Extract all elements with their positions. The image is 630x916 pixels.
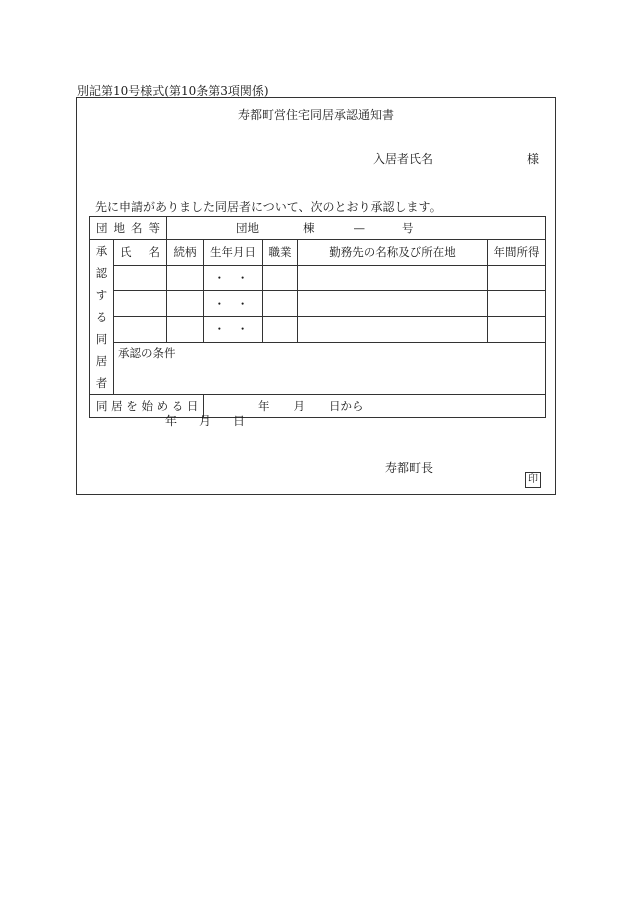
building-label: 棟 (303, 221, 315, 235)
relation-cell[interactable] (167, 316, 204, 342)
start-day-label: 日から (329, 399, 364, 413)
form-reference: 別記第10号様式(第10条第3項関係) (77, 84, 269, 98)
notice-body-text: 先に申請がありました同居者について、次のとおり承認します。 (95, 200, 442, 214)
relation-cell[interactable] (167, 265, 204, 291)
header-row (90, 240, 546, 266)
table-row (90, 316, 546, 342)
workplace-cell[interactable] (298, 291, 488, 317)
occupation-cell[interactable] (263, 291, 298, 317)
header-workplace: 勤務先の名称及び所在地 (298, 240, 488, 266)
issuer-name: 寿都町長 (385, 461, 434, 475)
name-cell[interactable] (114, 316, 167, 342)
number-label: 号 (402, 221, 414, 235)
table-row (90, 291, 546, 317)
dash-label: — (353, 221, 363, 235)
complex-row (90, 217, 546, 240)
complex-value (167, 217, 546, 240)
dob-cell[interactable]: ・ ・ (204, 291, 263, 317)
table-row (90, 265, 546, 291)
occupation-cell[interactable] (263, 265, 298, 291)
dob-cell[interactable]: ・ ・ (204, 316, 263, 342)
addressee-honorific: 様 (527, 152, 540, 166)
document-title: 寿都町営住宅同居承認通知書 (237, 108, 394, 122)
complex-label: 団 地 名 等 (90, 217, 167, 240)
name-cell[interactable] (114, 291, 167, 317)
issue-date (165, 412, 245, 429)
seal-mark: 印 (525, 472, 541, 488)
approval-table (89, 216, 546, 418)
issue-month-label: 月 (199, 414, 212, 428)
name-cell[interactable] (114, 265, 167, 291)
header-income: 年間所得 (488, 240, 546, 266)
header-occupation: 職業 (263, 240, 298, 266)
workplace-cell[interactable] (298, 265, 488, 291)
start-year-label: 年 (258, 399, 270, 413)
conditions-label: 承認の条件 (118, 345, 176, 360)
income-cell[interactable] (488, 265, 546, 291)
start-month-label: 月 (293, 399, 305, 413)
header-relation: 続柄 (167, 240, 204, 266)
start-date-row (90, 395, 546, 418)
start-date-value[interactable] (204, 395, 546, 418)
dob-cell[interactable]: ・ ・ (204, 265, 263, 291)
header-name: 氏 名 (114, 240, 167, 266)
income-cell[interactable] (488, 291, 546, 317)
income-cell[interactable] (488, 316, 546, 342)
workplace-cell[interactable] (298, 316, 488, 342)
cohabitant-side-label: 承 認 す る 同 居 者 (90, 240, 114, 395)
danchi-label: 団地 (236, 221, 259, 235)
addressee-label: 入居者氏名 (373, 152, 434, 166)
conditions-row (90, 342, 546, 394)
start-date-label: 同 居 を 始 め る 日 (90, 395, 204, 418)
header-dob: 生年月日 (204, 240, 263, 266)
occupation-cell[interactable] (263, 316, 298, 342)
issue-day-label: 日 (233, 414, 246, 428)
relation-cell[interactable] (167, 291, 204, 317)
notice-frame (76, 97, 556, 495)
issue-year-label: 年 (165, 414, 178, 428)
conditions-cell[interactable] (114, 342, 546, 394)
